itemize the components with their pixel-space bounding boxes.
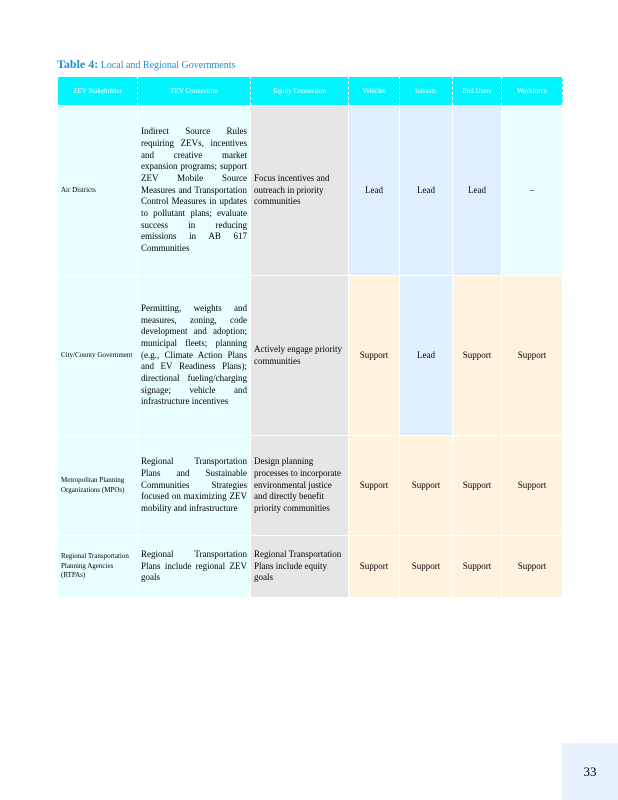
table-row xyxy=(58,536,563,598)
zev-connection-cell: Permitting, weights and measures, zoning, code development and adoption; municipal fleets; planning (e.g., Climate Action Plans and EV Readiness Plans); directional fueling/charging signage; vehicle and infrastructure incentives xyxy=(138,276,251,436)
stakeholder-cell: Metropolitan Planning Organizations (MPOs) xyxy=(58,436,138,536)
workforce-role-cell: Support xyxy=(502,536,563,598)
end-users-role-cell: Support xyxy=(453,436,502,536)
infrastructure-role-cell: Lead xyxy=(400,276,453,436)
equity-connection-cell: Focus incentives and outreach in priority communities xyxy=(251,106,349,276)
header-equity-connection: Equity Connection xyxy=(251,77,349,106)
header-stakeholder: ZEV Stakeholder xyxy=(58,77,138,106)
table-caption-title: Local and Regional Governments xyxy=(100,60,236,71)
table-row xyxy=(58,436,563,536)
infrastructure-role-cell: Support xyxy=(400,536,453,598)
zev-connection-cell: Indirect Source Rules requiring ZEVs, incentives and creative market expansion programs; support ZEV Mobile Source Measures and Transportation Control Measures in updates to pollutant plans; evaluate success in reducing emissions in AB 617 Communities xyxy=(138,106,251,276)
header-vehicles: Vehicles xyxy=(349,77,400,106)
page-number: 33 xyxy=(583,763,597,779)
header-end-users: End Users xyxy=(453,77,502,106)
stakeholder-cell: Air Districts xyxy=(58,106,138,276)
end-users-role-cell: Support xyxy=(453,536,502,598)
infrastructure-role-cell: Support xyxy=(400,436,453,536)
stakeholder-table xyxy=(57,76,563,598)
page-number-box xyxy=(562,743,618,800)
equity-connection-cell: Regional Transportation Plans include equity goals xyxy=(251,536,349,598)
equity-connection-cell: Design planning processes to incorporate environmental justice and directly benefit priority communities xyxy=(251,436,349,536)
vehicles-role-cell: Support xyxy=(349,536,400,598)
header-infrastructure: Infrastr. xyxy=(400,77,453,106)
zev-connection-cell: Regional Transportation Plans include regional ZEV goals xyxy=(138,536,251,598)
workforce-role-cell: Support xyxy=(502,436,563,536)
end-users-role-cell: Lead xyxy=(453,106,502,276)
stakeholder-cell: City/County Government xyxy=(58,276,138,436)
zev-connection-cell: Regional Transportation Plans and Sustainable Communities Strategies focused on maximizing ZEV mobility and infrastructure xyxy=(138,436,251,536)
table-caption-prefix: Table 4: xyxy=(57,57,99,71)
header-zev-connection: ZEV Connection xyxy=(138,77,251,106)
equity-connection-cell: Actively engage priority communities xyxy=(251,276,349,436)
infrastructure-role-cell: Lead xyxy=(400,106,453,276)
vehicles-role-cell: Lead xyxy=(349,106,400,276)
vehicles-role-cell: Support xyxy=(349,436,400,536)
stakeholder-cell: Regional Transportation Planning Agencies (RTPAs) xyxy=(58,536,138,598)
workforce-role-cell: Support xyxy=(502,276,563,436)
header-workforce: Workforce xyxy=(502,77,563,106)
end-users-role-cell: Support xyxy=(453,276,502,436)
table-row xyxy=(58,106,563,276)
table-header-row xyxy=(58,77,563,106)
workforce-role-cell: – xyxy=(502,106,563,276)
table-caption xyxy=(57,57,235,72)
vehicles-role-cell: Support xyxy=(349,276,400,436)
table-row xyxy=(58,276,563,436)
